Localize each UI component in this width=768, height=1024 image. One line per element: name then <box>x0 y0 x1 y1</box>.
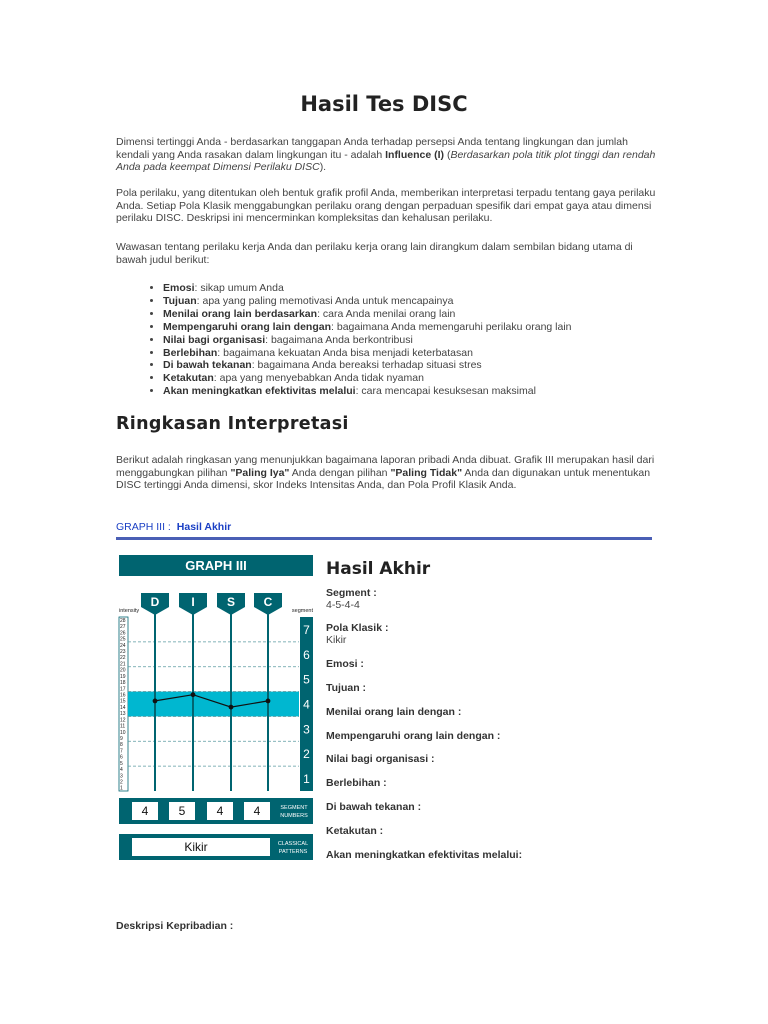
page-title: Hasil Tes DISC <box>300 92 468 116</box>
column-label-s: S <box>226 595 236 609</box>
graph-tab-prefix: GRAPH III : <box>116 521 171 533</box>
segment-tick-label: 5 <box>303 672 310 687</box>
intensity-tick-label: 18 <box>120 680 126 687</box>
segment-numbers-caption: NUMBERS <box>280 813 308 819</box>
list-item <box>163 334 663 347</box>
list-item <box>163 308 663 321</box>
disc-graph <box>116 553 316 863</box>
list-item <box>163 347 663 360</box>
intro-p1-close: ). <box>319 161 327 174</box>
intro-p1-open: ( <box>444 148 451 161</box>
intensity-tick-label: 1 <box>120 785 123 792</box>
intensity-tick-label: 16 <box>120 692 126 699</box>
list-item <box>163 359 663 372</box>
deskripsi-kepribadian-label: Deskripsi Kepribadian : <box>116 920 234 932</box>
intensity-tick-label: 4 <box>120 767 123 774</box>
intensity-tick-label: 27 <box>120 624 126 631</box>
list-item <box>163 282 663 295</box>
classical-patterns-caption: CLASSICAL <box>277 841 309 847</box>
column-label-d: D <box>150 595 160 609</box>
field-ketakutan: Ketakutan : <box>326 825 384 837</box>
field-efektivitas: Akan meningkatkan efektivitas melalui: <box>326 849 523 861</box>
intensity-tick-label: 15 <box>120 698 126 705</box>
intensity-tick-label: 20 <box>120 667 126 674</box>
intensity-tick-label: 9 <box>120 735 123 742</box>
list-item-term: Mempengaruhi orang lain dengan <box>163 320 332 333</box>
field-berlebihan: Berlebihan : <box>326 777 387 789</box>
field-mempengaruhi: Mempengaruhi orang lain dengan : <box>326 730 501 742</box>
intensity-tick-label: 17 <box>120 686 126 693</box>
intensity-tick-label: 10 <box>120 729 126 736</box>
list-item-term: Menilai orang lain berdasarkan <box>163 307 318 320</box>
intensity-tick-label: 11 <box>120 723 126 730</box>
list-item-term: Di bawah tekanan <box>163 359 252 372</box>
list-item-desc: : cara Anda menilai orang lain <box>317 307 456 320</box>
highest-dimension: Influence (I) <box>385 148 445 161</box>
section-heading-summary: Ringkasan Interpretasi <box>116 414 349 434</box>
list-item-term: Ketakutan <box>163 372 214 385</box>
segment-tick-label: 6 <box>303 647 310 662</box>
intensity-axis-label: intensity <box>119 608 140 614</box>
list-item-desc: : bagaimana Anda memengaruhi perilaku orang lain <box>331 320 572 333</box>
list-item-desc: : bagaimana kekuatan Anda bisa menjadi keterbatasan <box>217 346 473 359</box>
list-item-desc: : apa yang menyebabkan Anda tidak nyaman <box>213 372 424 385</box>
intensity-tick-label: 2 <box>120 779 123 786</box>
intensity-tick-label: 14 <box>120 704 126 711</box>
intensity-tick-label: 7 <box>120 748 123 755</box>
summary-text-1: Berikut adalah ringkasan yang menunjukkan bagaimana laporan pribadi Anda dibuat. Grafik III merupakan hasil dari menggabungkan pilihan <box>116 454 655 479</box>
intensity-tick-label: 21 <box>120 661 126 668</box>
list-item-desc: : bagaimana Anda berkontribusi <box>265 333 413 346</box>
intensity-tick-label: 13 <box>120 711 126 718</box>
segment-numbers-caption: SEGMENT <box>280 805 308 811</box>
column-label-i: I <box>191 595 195 609</box>
intro-paragraph-1 <box>116 136 656 174</box>
data-point-i <box>191 692 196 697</box>
list-item-desc: : apa yang paling memotivasi Anda untuk mencapainya <box>196 294 454 307</box>
intensity-tick-label: 24 <box>120 642 126 649</box>
intensity-tick-label: 26 <box>120 630 126 637</box>
intro-p1-text: Dimensi tertinggi Anda - berdasarkan tanggapan Anda terhadap persepsi Anda tentang lingkungan dan jumlah kendali yang Anda rasakan dalam lingkungan itu - adalah <box>116 136 628 161</box>
segment-tick-label: 3 <box>303 722 310 737</box>
intensity-tick-label: 5 <box>120 760 123 767</box>
data-point-d <box>153 698 158 703</box>
list-item-desc: : bagaimana Anda bereaksi terhadap situasi stres <box>251 359 482 372</box>
intro-p1-italic: Berdasarkan pola titik plot tinggi dan rendah Anda pada keempat Dimensi Perilaku DISC <box>116 148 656 174</box>
data-point-s <box>229 705 234 710</box>
list-item-desc: : sikap umum Anda <box>194 282 284 294</box>
field-nilai-organisasi: Nilai bagi organisasi : <box>326 753 435 765</box>
intro-paragraph-2: Pola perilaku, yang ditentukan oleh bentuk grafik profil Anda, memberikan interpretasi terpadu tentang gaya perilaku Anda. Setiap Pola Klasik menggabungkan perilaku orang dengan perpaduan spesifik dari empat gaya atau dimensi perilaku DISC. Deskripsi ini mencerminkan kompleksitas dan kehalusan perilaku. <box>116 187 656 225</box>
segment-label: Segment : <box>326 587 377 599</box>
list-item-term: Nilai bagi organisasi <box>163 333 266 346</box>
list-item-term: Berlebihan <box>163 346 218 359</box>
field-menilai: Menilai orang lain dengan : <box>326 706 462 718</box>
summary-bold-2: "Paling Tidak" <box>390 466 463 479</box>
intensity-tick-label: 22 <box>120 655 126 662</box>
intensity-tick-label: 23 <box>120 648 126 655</box>
graph-title: GRAPH III <box>185 558 247 573</box>
list-item-term: Emosi <box>163 282 195 294</box>
list-item <box>163 295 663 308</box>
list-item-term: Tujuan <box>163 294 197 307</box>
segment-tick-label: 4 <box>303 697 310 712</box>
classical-pattern-value: Kikir <box>184 840 208 854</box>
list-item <box>163 385 663 398</box>
intensity-tick-label: 3 <box>120 773 123 780</box>
field-tujuan: Tujuan : <box>326 682 367 694</box>
summary-paragraph <box>116 454 656 492</box>
segment-axis-label: segment <box>291 608 313 614</box>
segment-value: 4-5-4-4 <box>326 599 360 611</box>
summary-text-2: Anda dengan pilihan <box>289 466 391 479</box>
summary-text-3: Anda dan digunakan untuk menentukan DISC tertinggi Anda dimensi, skor Indeks Intensitas Anda, dan Pola Profil Klasik Anda. <box>116 466 651 492</box>
segment-tick-label: 1 <box>303 772 310 787</box>
intensity-tick-label: 6 <box>120 754 123 761</box>
classical-patterns-caption: PATTERNS <box>278 849 308 855</box>
segment-number-value: 4 <box>216 804 224 818</box>
intensity-tick-label: 19 <box>120 673 126 680</box>
intensity-tick-label: 28 <box>120 617 126 624</box>
segment-number-value: 4 <box>253 804 261 818</box>
intensity-tick-label: 25 <box>120 636 126 643</box>
intensity-tick-label: 12 <box>120 717 126 724</box>
intro-paragraph-3: Wawasan tentang perilaku kerja Anda dan perilaku kerja orang lain dirangkum dalam sembilan bidang utama di bawah judul berikut: <box>116 241 633 266</box>
list-item-term: Akan meningkatkan efektivitas melalui <box>163 385 356 398</box>
segment-number-value: 4 <box>141 804 149 818</box>
pola-klasik-label: Pola Klasik : <box>326 622 389 634</box>
results-title: Hasil Akhir <box>326 559 431 579</box>
segment-number-value: 5 <box>178 804 186 818</box>
list-item <box>163 321 663 334</box>
summary-bold-1: "Paling Iya" <box>230 466 290 479</box>
graph-tab[interactable] <box>116 521 231 533</box>
data-point-c <box>266 698 271 703</box>
field-emosi: Emosi : <box>326 658 364 670</box>
segment-tick-label: 2 <box>303 747 310 762</box>
field-di-bawah-tekanan: Di bawah tekanan : <box>326 801 422 813</box>
graph-tab-label: Hasil Akhir <box>176 521 232 533</box>
segment-tick-label: 7 <box>303 622 310 637</box>
topic-list <box>116 282 663 398</box>
pola-klasik-value: Kikir <box>326 634 347 646</box>
list-item <box>163 372 663 385</box>
highlight-segment-band <box>128 692 299 717</box>
intensity-tick-label: 8 <box>120 742 123 749</box>
list-item-desc: : cara mencapai kesuksesan maksimal <box>355 385 536 398</box>
column-label-c: C <box>263 595 273 609</box>
graph-tab-underline <box>116 537 652 540</box>
